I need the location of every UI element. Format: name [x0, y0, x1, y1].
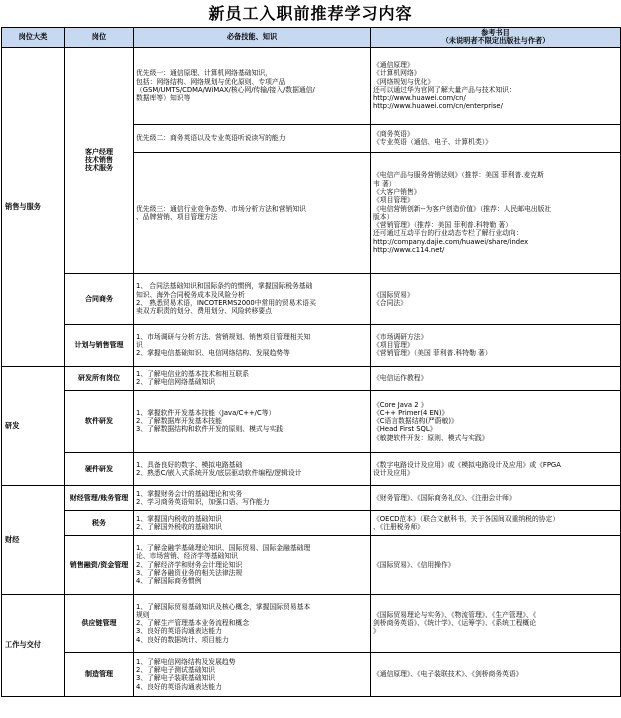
cell-line: 2、 熟悉贸易术语，INCOTERMS2000中常用的贸易术语买: [136, 298, 316, 307]
cell-line: 1、具备良好的数字、模拟电路基础: [136, 460, 243, 469]
position-cell: 研发所有岗位: [65, 366, 134, 390]
cell-line: 《C++ Primer(4 EN)》: [373, 408, 449, 417]
cell-line: 还可以通过华为官网了解大量产品与技术知识：: [373, 85, 516, 94]
cell-line: 2、了解经济学和财务会计理论知识: [136, 560, 243, 569]
cell-line: 1、掌握软件开发基本技能（Java/C++/C等）: [136, 408, 276, 417]
cell-line: 优先级二：商务英语以及专业英语听说读写的能力: [136, 134, 286, 143]
position-cell: 计划与销售管理: [65, 324, 134, 366]
table-row: [2, 47, 621, 124]
cell-line: 《国际贸易理论与实务》、《物流管理》、《生产管理》、《: [373, 610, 537, 619]
skills-cell: [134, 594, 371, 652]
category-cell: 研发: [2, 366, 65, 485]
cell-line: 《国际贸易》: [373, 290, 414, 299]
cell-line: 《专业英语（通信、电子、计算机类）》: [373, 138, 492, 147]
references-cell: [371, 452, 621, 485]
cell-line: http://company.dajie.com/huawei/share/index: [373, 237, 529, 246]
position-label: 技术销售: [85, 156, 113, 165]
category-cell: 财经: [2, 485, 65, 594]
cell-line: 《项目管理》: [373, 341, 414, 350]
table-row: [2, 366, 621, 390]
cell-line: 3、了解各融资业务的相关法律法规: [136, 568, 243, 577]
cell-line: 《通信原理》: [373, 60, 414, 69]
cell-line: 1、了解国际贸易基础知识及核心概念，掌握国际贸易基本: [136, 602, 311, 611]
references-cell: [371, 152, 621, 273]
cell-line: 识: [136, 341, 143, 350]
table-header-row: [2, 28, 621, 48]
table-row: [2, 452, 621, 485]
table-row: [2, 535, 621, 594]
cell-line: 《敏捷软件开发：原则、模式与实践》: [373, 433, 489, 442]
table-row: [2, 652, 621, 696]
position-cell: 财经管理/账务管理: [65, 485, 134, 510]
cell-line: 《网络规划与优化》: [373, 77, 435, 86]
cell-line: 《商务英语》: [373, 130, 414, 139]
cell-line: 、品牌营销、项目管理方法: [136, 212, 218, 221]
cell-line: 1、了解电信网络结构及发展趋势: [136, 657, 236, 666]
cell-line: 《大客户销售》: [373, 187, 421, 196]
references-cell: [371, 324, 621, 366]
skills-cell: [134, 124, 371, 152]
cell-line: 《电信营销创新--为客户创造价值》（推荐：人民邮电出版社: [373, 204, 552, 213]
position-label: 技术服务: [85, 164, 113, 173]
header-references-title: 参考书目: [481, 28, 510, 37]
cell-line: 2、学习商务英语知识，加强口语、写作能力: [136, 497, 270, 506]
cell-line: 2、掌握电信基础知识、电信网络结构、发展趋势等: [136, 349, 290, 358]
cell-line: 《电信运作教程》: [373, 374, 428, 383]
table-row: [2, 390, 621, 452]
cell-line: 《营销管理》（推荐：美国 菲利普.科特勒 著）: [373, 221, 513, 230]
references-cell: [371, 510, 621, 535]
cell-line: 1、了解金融学基础理论知识、国际贸易、国际金融基础理: [136, 544, 311, 553]
cell-line: 规则: [136, 610, 150, 619]
position-cell: 合同商务: [65, 273, 134, 324]
cell-line: 2、了解数据库开发基本技能: [136, 417, 222, 426]
cell-line: 剑桥商务英语》、《统计学》、《运筹学》、《系统工程概论: [373, 619, 537, 628]
references-cell: [371, 390, 621, 452]
cell-line: 《国际贸易》、《信用操作》: [373, 560, 455, 569]
references-cell: [371, 485, 621, 510]
skills-cell: [134, 485, 371, 510]
cell-line: http://www.huawei.com/cn/enterprise/: [373, 102, 503, 111]
cell-line: 韦 著）: [373, 179, 396, 188]
references-cell: [371, 124, 621, 152]
cell-line: 3、良好的英语沟通表达能力: [136, 627, 222, 636]
position-cell: 软件研发: [65, 390, 134, 452]
position-cell: 税务: [65, 510, 134, 535]
skills-cell: [134, 273, 371, 324]
cell-line: 2、了解电子测试基础知识: [136, 666, 216, 675]
category-cell: 销售与服务: [2, 47, 65, 366]
references-cell: [371, 594, 621, 652]
cell-line: 4、良好的数据统计、项目能力: [136, 635, 229, 644]
cell-line: 数据库等）知识等: [136, 94, 191, 103]
cell-line: 4、良好的英语沟通表达能力: [136, 682, 222, 691]
cell-line: 《项目管理》: [373, 196, 414, 205]
skills-cell: [134, 47, 371, 124]
cell-line: 《通信原理》、《电子装联技术》、《剑桥商务英语》: [373, 670, 523, 679]
cell-line: 优先级一：通信原理、计算机网络基础知识，: [136, 69, 272, 78]
references-cell: [371, 47, 621, 124]
skills-cell: [134, 510, 371, 535]
cell-line: 《OECD范本》（联合文献科书，关于各国间双重纳税的协定）: [373, 514, 560, 523]
cell-line: 2、熟悉C/嵌入式系统开发/底层驱动软件编程/逻辑设计: [136, 468, 302, 477]
cell-line: http://www.c114.net/: [373, 246, 445, 254]
cell-line: 《Head First SQL》: [373, 425, 437, 434]
cell-line: 1、掌握国内税收的基础知识: [136, 514, 222, 523]
references-cell: [371, 535, 621, 594]
skills-cell: [134, 366, 371, 390]
skills-cell: [134, 452, 371, 485]
cell-line: （GSM/UMTS/CDMA/WiMAX/核心网/传输/接入/数据通信/: [136, 85, 315, 94]
position-cell: 硬件研发: [65, 452, 134, 485]
cell-line: 2、了解国外税收的基础知识: [136, 522, 222, 531]
skills-cell: [134, 324, 371, 366]
cell-line: 《电信产品与服务营销法则》（推荐：美国 菲利普.麦克斯: [373, 171, 544, 180]
references-cell: [371, 652, 621, 696]
cell-line: 《C语言数据结构(严蔚敏)》: [373, 417, 458, 426]
cell-line: 卖双方职责的划分、费用划分、风险转移要点: [136, 307, 272, 316]
table-row: [2, 324, 621, 366]
cell-line: 《营销管理》（美国 菲利普.科特勒 著）: [373, 349, 492, 358]
category-cell: 工作与交付: [2, 594, 65, 696]
cell-line: 、《注册税务师》: [373, 522, 424, 531]
cell-line: 》: [373, 627, 380, 636]
cell-line: 论、市场营销、经济学等基础知识: [136, 552, 238, 561]
cell-line: 设计及应用》: [373, 468, 414, 477]
cell-line: 3、了解数据结构和软件开发的原则、模式与实践: [136, 425, 284, 434]
table-row: [2, 485, 621, 510]
skills-cell: [134, 535, 371, 594]
cell-line: 4、了解国际商务惯例: [136, 577, 202, 586]
cell-line: 《计算机网络》: [373, 69, 421, 78]
table-row: [2, 510, 621, 535]
cell-line: 1、市场调研与分析方法、营销规划、销售项目管理相关知: [136, 332, 311, 341]
skills-cell: [134, 652, 371, 696]
cell-line: http://www.huawei.com/cn/: [373, 94, 466, 103]
table-row: [2, 594, 621, 652]
cell-line: 2、了解生产管理基本业务流程和概念: [136, 619, 250, 628]
header-skills: 必备技能、知识: [134, 28, 371, 48]
study-content-table: [1, 27, 621, 697]
references-cell: [371, 366, 621, 390]
cell-line: 1、 合同法基础知识和国际条约的惯例，掌握国际税务基础: [136, 282, 313, 291]
position-cell: 供应链管理: [65, 594, 134, 652]
header-category: 岗位大类: [2, 28, 65, 48]
cell-line: 《财务管理》、《国际商务礼仪》、《注册会计师》: [373, 493, 516, 502]
position-cell: 制造管理: [65, 652, 134, 696]
cell-line: 优先级三：通信行业竞争态势、市场分析方法和营销知识: [136, 204, 306, 213]
position-label: 客户经理: [85, 147, 113, 156]
cell-line: 还可通过互动平台的行业动态专栏了解行业动向：: [373, 229, 523, 238]
cell-line: 《数字电路设计及应用》或《模拟电路设计及应用》或《FPGA: [373, 460, 561, 469]
cell-line: 3、了解电子装联基础知识: [136, 674, 216, 683]
cell-line: 1、了解电信业的基本技术和相互联系: [136, 370, 250, 379]
cell-line: 1、掌握财务会计的基础理论和实务: [136, 489, 243, 498]
header-position: 岗位: [65, 28, 134, 48]
header-references-note: （未说明者不限定出版社与作者）: [441, 36, 550, 46]
cell-line: 《合同法》: [373, 298, 407, 307]
cell-line: 包括：网络结构、网络规划与优化原则、专项产品: [136, 77, 286, 86]
cell-line: 版本）: [373, 212, 394, 221]
cell-line: 2、了解电信网络基础知识: [136, 378, 216, 387]
position-cell: [65, 47, 134, 273]
cell-line: 《市场调研方法》: [373, 332, 428, 341]
skills-cell: [134, 152, 371, 273]
cell-line: 《Core Java 2 》: [373, 400, 428, 409]
page-title: 新员工入职前推荐学习内容: [208, 4, 413, 23]
references-cell: [371, 273, 621, 324]
position-cell: 销售融资/资金管理: [65, 535, 134, 594]
header-references: [371, 28, 621, 48]
cell-line: 知识、海外合同税务成本及风险分析: [136, 290, 245, 299]
skills-cell: [134, 390, 371, 452]
table-row: [2, 273, 621, 324]
